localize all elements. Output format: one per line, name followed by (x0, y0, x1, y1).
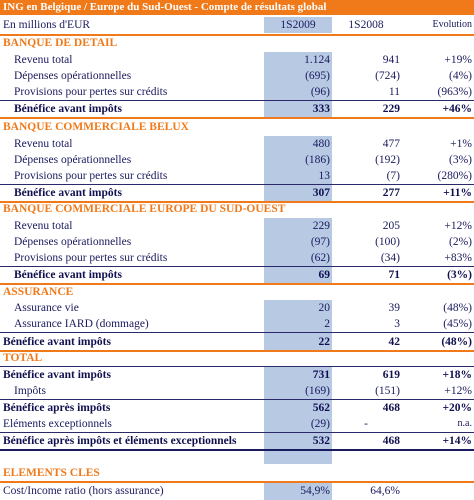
value-evolution: (3%) (447, 269, 472, 281)
row-label: Bénéfice après impôts (3, 402, 111, 414)
value-1s2008: (7) (386, 170, 400, 182)
value-1s2009: 229 (312, 220, 330, 232)
row-label: Dépenses opérationnelles (14, 236, 132, 248)
table-row (0, 68, 474, 84)
value-1s2008: (192) (375, 154, 400, 166)
value-evolution: +18% (442, 369, 472, 381)
table-row (0, 433, 474, 449)
value-evolution: +19% (444, 54, 472, 66)
value-1s2008: 619 (382, 369, 400, 381)
row-label: Bénéfice avant impôts (14, 103, 122, 115)
value-evolution: +12% (444, 220, 472, 232)
column-header-1s2009: 1S2009 (280, 19, 316, 31)
unit-label: En millions d'EUR (3, 19, 91, 31)
value-1s2009: (96) (310, 86, 330, 98)
value-1s2008: 468 (382, 435, 400, 447)
value-evolution: +20% (442, 402, 472, 414)
row-label: Cost/Income ratio (hors assurance) (3, 485, 164, 497)
row-label: Revenu total (14, 54, 73, 66)
value-1s2008: 468 (382, 402, 400, 414)
value-1s2008: 477 (382, 138, 400, 150)
value-1s2008: (151) (375, 385, 400, 397)
table-row (0, 152, 474, 168)
value-1s2009: 307 (312, 187, 330, 199)
table-row (0, 101, 474, 117)
row-label: Provisions pour pertes sur crédits (14, 170, 168, 182)
value-1s2008: 64,6% (370, 485, 400, 497)
section-title: BANQUE DE DETAIL (3, 37, 118, 49)
value-1s2008: 39 (388, 302, 400, 314)
table-row (0, 400, 474, 416)
value-1s2008: 941 (382, 54, 400, 66)
value-1s2009: 2 (324, 318, 330, 330)
value-evolution: +1% (450, 138, 472, 150)
value-1s2009: (186) (305, 154, 330, 166)
row-label: Eléments exceptionnels (3, 418, 112, 430)
table-row (0, 84, 474, 100)
table-row (0, 185, 474, 201)
table-row (0, 168, 474, 184)
column-header-1s2008: 1S2008 (348, 19, 384, 31)
value-1s2009: 1.124 (304, 54, 330, 66)
table-title: ING en Belgique / Europe du Sud-Ouest - Compte de résultats global (0, 0, 474, 15)
value-evolution: (48%) (441, 336, 472, 348)
value-1s2009: (29) (310, 418, 330, 430)
value-evolution: (45%) (443, 318, 472, 330)
table-row (0, 136, 474, 152)
value-evolution: +12% (444, 385, 472, 397)
row-label: Bénéfice avant impôts (3, 369, 111, 381)
header-row (0, 17, 474, 33)
table-row (0, 483, 474, 499)
value-1s2008: 229 (382, 103, 400, 115)
value-1s2008: 71 (388, 269, 400, 281)
row-label: Revenu total (14, 220, 73, 232)
table-row (0, 300, 474, 316)
row-label: Bénéfice avant impôts (14, 269, 122, 281)
value-evolution: +46% (442, 103, 472, 115)
value-1s2008: (34) (380, 252, 400, 264)
row-label: Revenu total (14, 138, 73, 150)
value-evolution: (963%) (437, 86, 472, 98)
value-1s2009: 480 (312, 138, 330, 150)
value-1s2009: (695) (305, 70, 330, 82)
value-1s2009: 69 (318, 269, 330, 281)
value-1s2009: 731 (312, 369, 330, 381)
divider (0, 332, 474, 333)
column-header-evolution: Evolution (432, 19, 472, 30)
table-row (0, 267, 474, 283)
value-1s2008: 3 (394, 318, 400, 330)
value-evolution: (4%) (449, 70, 472, 82)
value-1s2009: 20 (318, 302, 330, 314)
value-1s2009: 22 (318, 336, 330, 348)
value-1s2008: 42 (388, 336, 400, 348)
row-label: Assurance vie (14, 302, 79, 314)
row-label: Provisions pour pertes sur crédits (14, 86, 168, 98)
section-title: ELEMENTS CLES (3, 467, 100, 479)
row-label: Bénéfice après impôts et éléments exceptionnels (3, 435, 237, 447)
table-row (0, 367, 474, 383)
table-row (0, 383, 474, 399)
value-1s2009: 532 (312, 435, 330, 447)
value-1s2008: 277 (382, 187, 400, 199)
value-evolution: (3%) (449, 154, 472, 166)
value-1s2008: - (364, 418, 368, 430)
table-row (0, 334, 474, 350)
value-evolution: +83% (444, 252, 472, 264)
value-1s2009: 13 (318, 170, 330, 182)
section-title: TOTAL (3, 352, 43, 364)
section-title: ASSURANCE (3, 286, 74, 298)
row-label: Bénéfice avant impôts (3, 336, 111, 348)
value-1s2009: (169) (305, 385, 330, 397)
value-1s2009: (97) (310, 236, 330, 248)
row-label: Bénéfice avant impôts (14, 187, 122, 199)
value-evolution: n.a. (457, 418, 472, 429)
value-1s2009: (62) (310, 252, 330, 264)
row-label: Dépenses opérationnelles (14, 70, 132, 82)
table-row (0, 250, 474, 266)
value-1s2008: 11 (388, 86, 400, 98)
table-row (0, 316, 474, 332)
value-evolution: (280%) (437, 170, 472, 182)
table-row (0, 218, 474, 234)
value-1s2008: (100) (375, 236, 400, 248)
divider (0, 449, 474, 451)
value-1s2009: 562 (312, 402, 330, 414)
value-1s2008: (724) (375, 70, 400, 82)
divider (0, 350, 474, 352)
row-label: Dépenses opérationnelles (14, 154, 132, 166)
value-evolution: +11% (443, 187, 472, 199)
table-row (0, 234, 474, 250)
row-label: Assurance IARD (dommage) (14, 318, 149, 330)
value-1s2009: 54,9% (300, 485, 330, 497)
table-row (0, 416, 474, 432)
value-evolution: (2%) (449, 236, 472, 248)
value-evolution: (48%) (443, 302, 472, 314)
row-label: Provisions pour pertes sur crédits (14, 252, 168, 264)
value-1s2009: 333 (312, 103, 330, 115)
row-label: Impôts (14, 385, 46, 397)
section-title: BANQUE COMMERCIALE EUROPE DU SUD-OUEST (3, 203, 286, 215)
value-1s2008: 205 (382, 220, 400, 232)
table-row (0, 52, 474, 68)
section-title: BANQUE COMMERCIALE BELUX (3, 121, 189, 133)
value-evolution: +14% (442, 435, 472, 447)
